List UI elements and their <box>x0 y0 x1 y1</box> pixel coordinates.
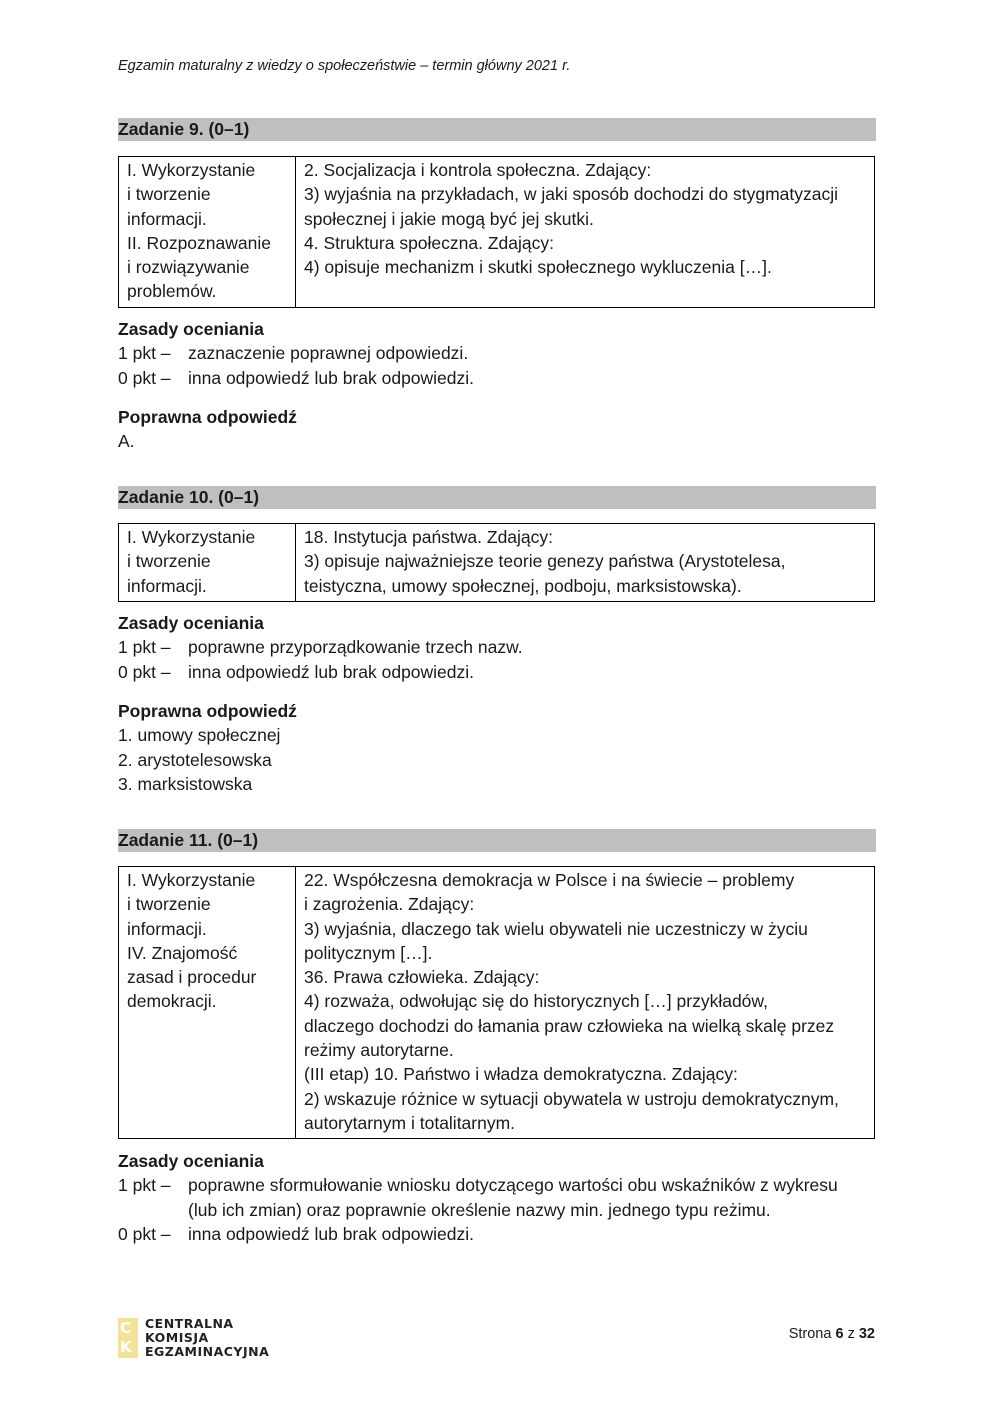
answer-line: 2. arystotelesowska <box>118 749 272 770</box>
score-row <box>118 341 878 365</box>
text-line: i zagrożenia. Zdający: <box>304 894 475 915</box>
detailed-requirements <box>296 157 875 308</box>
text-line: i tworzenie <box>127 894 211 915</box>
requirements-table <box>118 156 875 308</box>
score-row <box>118 366 878 390</box>
score-points: 0 pkt – <box>118 1223 171 1244</box>
answer-line: 1. umowy społecznej <box>118 725 281 746</box>
logo-line: CENTRALNA <box>145 1316 234 1331</box>
page-prefix: Strona <box>788 1326 836 1342</box>
text-line: demokracji. <box>127 991 217 1012</box>
score-description: inna odpowiedź lub brak odpowiedzi. <box>188 1223 475 1244</box>
scoring-section <box>118 611 878 684</box>
text-line: politycznym […]. <box>304 942 433 963</box>
score-points: 0 pkt – <box>118 367 171 388</box>
answer-section <box>118 699 878 796</box>
logo-line: EGZAMINACYJNA <box>145 1344 270 1359</box>
cke-logo <box>118 1317 269 1359</box>
running-header: Egzamin maturalny z wiedzy o społeczeństwie – termin główny 2021 r. <box>118 58 571 74</box>
requirements-table <box>118 866 875 1139</box>
text-line: i tworzenie <box>127 551 211 572</box>
text-line: 4) rozważa, odwołując się do historycznych […] przykładów, <box>304 991 768 1012</box>
score-points: 1 pkt – <box>118 637 171 658</box>
score-row <box>118 1173 878 1222</box>
scoring-heading: Zasady oceniania <box>118 319 264 339</box>
page-total: 32 <box>858 1326 875 1342</box>
text-line: społecznej i jakie mogą być jej skutki. <box>304 208 594 229</box>
logo-line: KOMISJA <box>145 1330 209 1345</box>
text-line: I. Wykorzystanie <box>127 870 256 890</box>
text-line: IV. Znajomość <box>127 942 238 963</box>
text-line: informacji. <box>127 208 207 229</box>
text-line: 4. Struktura społeczna. Zdający: <box>304 232 554 253</box>
text-line: zasad i procedur <box>127 967 257 988</box>
logo-letter-c: C <box>120 1319 132 1337</box>
score-points: 1 pkt – <box>118 343 171 364</box>
scoring-heading: Zasady oceniania <box>118 1151 264 1171</box>
page-separator: z <box>843 1326 859 1342</box>
text-line: (III etap) 10. Państwo i władza demokratyczna. Zdający: <box>304 1064 738 1085</box>
scoring-section <box>118 1149 878 1246</box>
text-line: informacji. <box>127 918 207 939</box>
text-line: reżimy autorytarne. <box>304 1040 454 1061</box>
text-line: 4) opisuje mechanizm i skutki społecznego wykluczenia […]. <box>304 257 772 278</box>
detailed-requirements <box>296 867 875 1139</box>
text-line: 36. Prawa człowieka. Zdający: <box>304 967 540 988</box>
general-requirements <box>119 524 296 602</box>
answer-section <box>118 405 878 454</box>
text-line: 3) wyjaśnia na przykładach, w jaki sposób dochodzi do stygmatyzacji <box>304 184 839 205</box>
cke-logo-mark <box>118 1318 138 1358</box>
text-line: 2. Socjalizacja i kontrola społeczna. Zdający: <box>304 160 652 180</box>
scoring-section <box>118 317 878 390</box>
requirements-table <box>118 523 875 602</box>
text-line: II. Rozpoznawanie <box>127 232 271 253</box>
score-description: inna odpowiedź lub brak odpowiedzi. <box>188 661 475 682</box>
text-line: informacji. <box>127 575 207 596</box>
text-line: dlaczego dochodzi do łamania praw człowieka na wielką skalę przez <box>304 1015 835 1036</box>
logo-letter-k: K <box>120 1338 132 1356</box>
scoring-heading: Zasady oceniania <box>118 613 264 633</box>
score-row <box>118 660 878 684</box>
text-line: I. Wykorzystanie <box>127 160 256 180</box>
text-line: I. Wykorzystanie <box>127 527 256 547</box>
text-line: 18. Instytucja państwa. Zdający: <box>304 527 554 547</box>
answer-line: 3. marksistowska <box>118 773 253 794</box>
logo-text <box>145 1317 269 1359</box>
text-line: autorytarnym i totalitarnym. <box>304 1112 516 1133</box>
task-title: Zadanie 10. (0–1) <box>118 486 876 509</box>
text-line: problemów. <box>127 281 217 302</box>
task-title: Zadanie 9. (0–1) <box>118 118 876 141</box>
text-line: teistyczna, umowy społecznej, podboju, marksistowska). <box>304 575 742 596</box>
score-description: poprawne przyporządkowanie trzech nazw. <box>188 637 523 658</box>
detailed-requirements <box>296 524 875 602</box>
answer-heading: Poprawna odpowiedź <box>118 407 297 427</box>
score-description: inna odpowiedź lub brak odpowiedzi. <box>188 367 475 388</box>
text-line: poprawne sformułowanie wniosku dotyczącego wartości obu wskaźników z wykresu <box>188 1175 838 1196</box>
general-requirements <box>119 157 296 308</box>
general-requirements <box>119 867 296 1139</box>
score-description: zaznaczenie poprawnej odpowiedzi. <box>188 343 469 364</box>
score-row <box>118 635 878 659</box>
score-points: 0 pkt – <box>118 661 171 682</box>
text-line: 2) wskazuje różnice w sytuacji obywatela w ustroju demokratycznym, <box>304 1088 839 1109</box>
answer-line: A. <box>118 431 135 452</box>
text-line: 22. Współczesna demokracja w Polsce i na świecie – problemy <box>304 870 795 890</box>
score-row <box>118 1222 878 1246</box>
page-current: 6 <box>835 1326 844 1342</box>
page-number <box>789 1326 875 1342</box>
answer-heading: Poprawna odpowiedź <box>118 701 297 721</box>
text-line: 3) opisuje najważniejsze teorie genezy państwa (Arystotelesa, <box>304 551 786 572</box>
score-points: 1 pkt – <box>118 1175 171 1196</box>
text-line: i rozwiązywanie <box>127 257 250 278</box>
score-description <box>188 1173 878 1222</box>
text-line: (lub ich zmian) oraz poprawnie określenie nazwy min. jednego typu reżimu. <box>188 1199 771 1220</box>
text-line: i tworzenie <box>127 184 211 205</box>
text-line: 3) wyjaśnia, dlaczego tak wielu obywateli nie uczestniczy w życiu <box>304 918 808 939</box>
task-title: Zadanie 11. (0–1) <box>118 829 876 852</box>
